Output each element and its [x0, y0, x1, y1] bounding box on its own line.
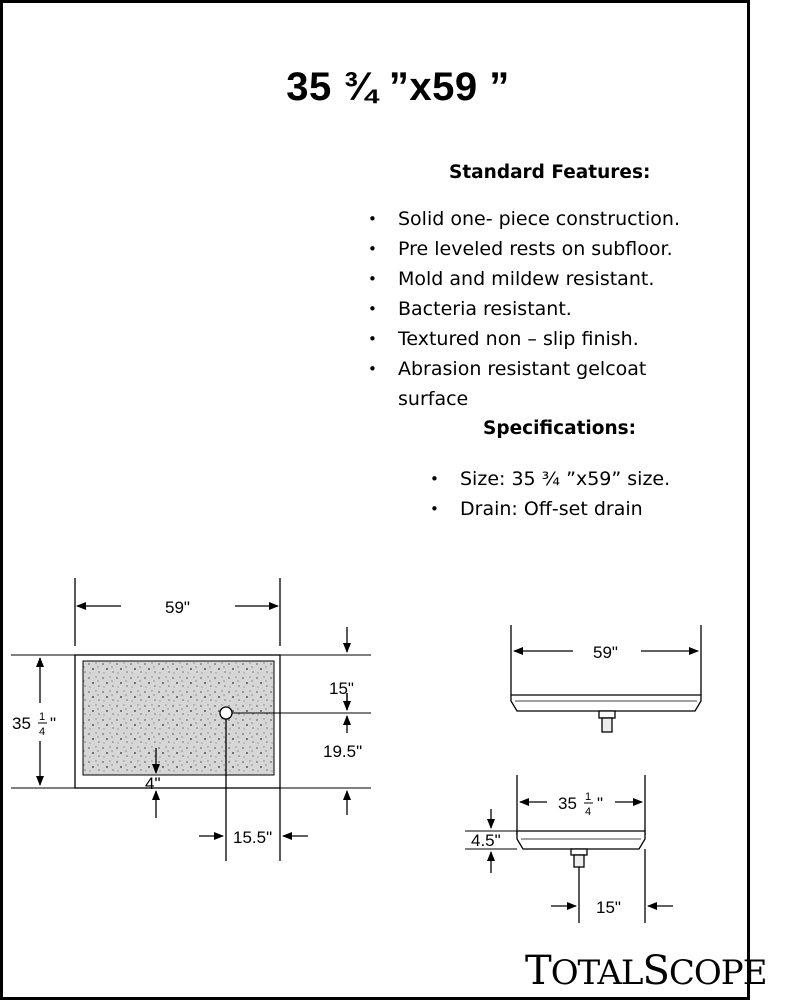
side-height-label: 4.5"	[471, 831, 501, 850]
bullet-icon: •	[368, 300, 377, 318]
plan-view	[11, 578, 371, 861]
svg-text:4: 4	[39, 726, 46, 738]
side-drain-offset-label: 15"	[596, 898, 621, 917]
drain-to-top-label: 15"	[329, 679, 354, 698]
front-view	[511, 625, 701, 732]
standard-features-heading: Standard Features:	[449, 162, 651, 183]
drain-from-side-label: 15.5"	[233, 828, 273, 847]
feature-item: • Solid one- piece construction.	[398, 204, 728, 234]
spec-item: • Drain: Off-set drain	[460, 494, 740, 524]
feature-item: • Abrasion resistant gelcoat surface	[398, 354, 688, 414]
front-width-label: 59"	[593, 643, 618, 662]
page-title: 35 ¾ ”x59 ”	[286, 65, 510, 109]
feature-item: • Mold and mildew resistant.	[398, 264, 728, 294]
bullet-icon: •	[368, 240, 377, 258]
feature-item: • Textured non – slip finish.	[398, 324, 728, 354]
bullet-icon: •	[430, 470, 439, 488]
plan-width-label: 59"	[165, 598, 190, 617]
drain-to-bottom-label: 19.5"	[323, 742, 363, 761]
svg-text:1: 1	[39, 711, 46, 723]
bullet-icon: •	[368, 210, 377, 228]
svg-text:35: 35	[12, 714, 31, 733]
side-width-label	[558, 791, 603, 818]
totalscope-logo: TOTALSCOPE	[525, 948, 767, 994]
rim-width-label: 4"	[145, 774, 161, 793]
svg-text:4: 4	[585, 806, 592, 818]
bullet-icon: •	[368, 270, 377, 288]
bullet-icon: •	[368, 360, 377, 378]
bullet-icon: •	[368, 330, 377, 348]
svg-text:": "	[50, 714, 57, 733]
spec-item: • Size: 35 ¾ ”x59” size.	[460, 464, 740, 494]
feature-item: • Pre leveled rests on subfloor.	[398, 234, 728, 264]
svg-text:35: 35	[558, 794, 577, 813]
feature-item: • Bacteria resistant.	[398, 294, 728, 324]
specifications-heading: Specifications:	[483, 418, 637, 439]
plan-depth-label	[12, 711, 56, 738]
svg-text:1: 1	[585, 791, 592, 803]
technical-drawings	[3, 3, 747, 997]
svg-text:": "	[597, 794, 604, 813]
bullet-icon: •	[430, 500, 439, 518]
